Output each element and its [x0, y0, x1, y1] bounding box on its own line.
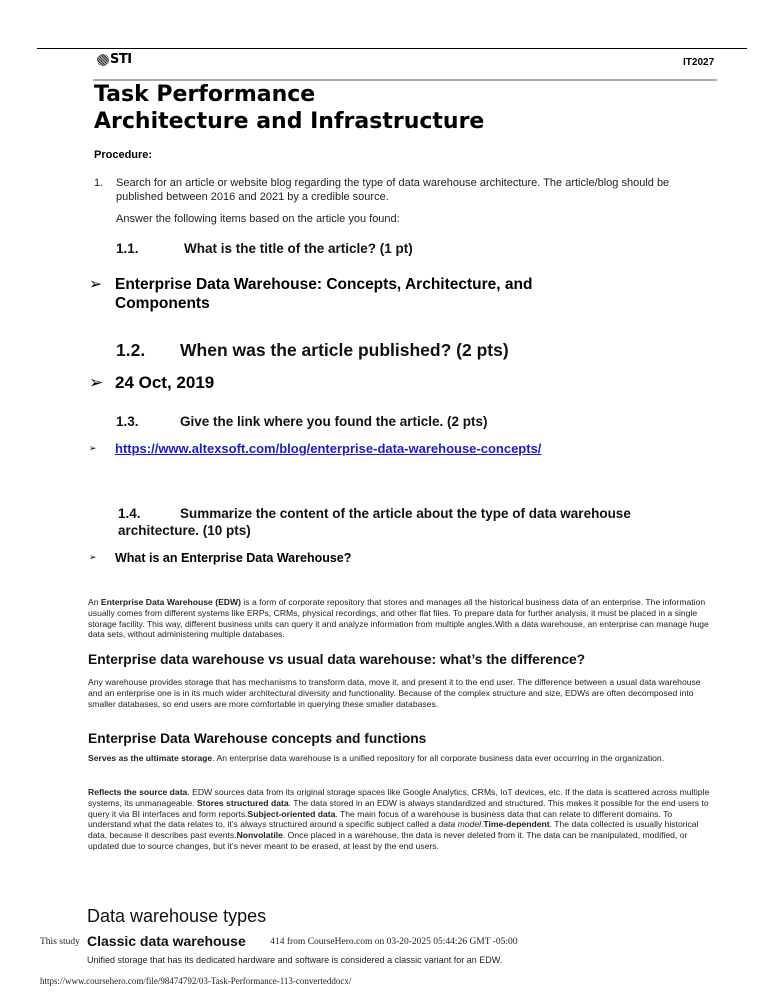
bold-term: Nonvolatile — [236, 830, 283, 841]
edw-intro-paragraph — [88, 597, 713, 640]
text-run: . The data stored in an EDW is always standardized and structured. This makes it possible for the end users to query it via BI interfaces and form reports. — [88, 797, 709, 819]
subheading-text: What is an Enterprise Data Warehouse? — [115, 551, 352, 565]
text-run: . The data collected is usually historical data, because it describes past events. — [88, 819, 699, 841]
title-line-2: Architecture and Infrastructure — [94, 109, 485, 134]
text-run: . EDW sources data from its original storage spaces like Google Analytics, CRMs, IoT devices, etc. If the data is scattered across multiple systems, its unmanageable. — [88, 787, 710, 808]
text-run: . An enterprise data warehouse is a unified repository for all corporate business data ever occurring in the organization. — [212, 753, 665, 763]
bold-term: Reflects the source data — [88, 787, 188, 797]
question-1-3 — [116, 414, 488, 429]
logo-text: STI — [110, 52, 132, 67]
question-text: Summarize the content of the article about the type of data warehouse architecture. (10 pts) — [118, 506, 631, 538]
question-number: 1.3. — [116, 414, 139, 429]
question-1-2 — [116, 340, 509, 361]
arrow-bullet-icon: ➢ — [89, 275, 102, 293]
watermark-prefix: This study — [40, 937, 83, 947]
step-number: 1. — [94, 177, 104, 189]
step-text: Search for an article or website blog regarding the type of data warehouse architecture. The article/blog should be published between 2016 and 2021 by a credible source. — [116, 177, 670, 203]
classic-dw-heading: Classic data warehouse — [87, 933, 246, 949]
edw-term: Enterprise Data Warehouse (EDW) — [100, 597, 241, 607]
text-run: An — [88, 597, 101, 607]
page-top-border — [37, 48, 747, 49]
classic-dw-text: Unified storage that has its dedicated hardware and software is considered a classic variant for an EDW. — [87, 955, 503, 965]
section-heading-concepts: Enterprise Data Warehouse concepts and functions — [88, 731, 427, 746]
globe-icon — [97, 54, 109, 66]
text-run: is a form of corporate repository that stores and manages all the historical business data of an enterprise. The information usually comes from different systems like ERPs, CRMs, physical recordings, and other flat files. To prepare data for further analysis, it must be placed in a single storage facility. This way, different business units can query it and analyze information from multiple angles.With a data warehouse, an enterprise can manage huge data sets, without administering multiple databases. — [88, 597, 709, 640]
title-line-1: Task Performance — [94, 82, 316, 107]
question-1-1 — [116, 241, 413, 256]
page-title — [94, 81, 484, 135]
section-heading-difference: Enterprise data warehouse vs usual data warehouse: what’s the difference? — [88, 652, 586, 667]
text-run: . — [481, 819, 484, 830]
difference-paragraph: Any warehouse provides storage that has mechanisms to transform data, move it, and present it to the end user. The difference between a usual data warehouse and an enterprise one is in its much wider architectural diversity and functionality. Because of the complex structure and size, EDWs are often decomposed into smaller databases, so end users are more comfortable in querying these smaller databases. — [88, 677, 701, 709]
source-url: https://www.coursehero.com/file/98474792/03-Task-Performance-113-converteddocx/ — [40, 976, 352, 986]
text-run: . The main focus of a warehouse is business data that can relate to different domains. To understand what the data relates to, it’s always structured around a specific subject called a — [88, 808, 673, 830]
watermark-suffix: 414 from CourseHero.com on 03-20-2025 05:44:26 GMT -05:00 — [270, 937, 518, 947]
bold-term: Serves as the ultimate storage — [88, 753, 213, 763]
ultimate-storage-paragraph — [88, 753, 713, 764]
answer-intro: Answer the following items based on the article you found: — [116, 213, 400, 225]
arrow-bullet-icon: ➢ — [89, 443, 97, 454]
answer-published-date — [89, 373, 214, 393]
question-text: Give the link where you found the article. (2 pts) — [180, 414, 488, 429]
article-title-text: Enterprise Data Warehouse: Concepts, Architecture, and Components — [115, 276, 533, 312]
question-text: When was the article published? (2 pts) — [180, 340, 509, 360]
sti-logo — [97, 52, 132, 67]
question-text: What is the title of the article? (1 pt) — [184, 241, 413, 256]
course-code: IT2027 — [683, 57, 715, 68]
bold-term: Time-dependent — [483, 819, 550, 830]
answer-article-title — [89, 275, 609, 313]
arrow-bullet-icon: ➢ — [89, 553, 97, 563]
summary-subheading — [89, 551, 351, 565]
procedure-label: Procedure: — [94, 149, 153, 161]
section-heading-types: Data warehouse types — [87, 906, 267, 926]
article-link[interactable]: https://www.altexsoft.com/blog/enterprise-data-warehouse-concepts/ — [115, 441, 542, 456]
text-run: . Once placed in a warehouse, the data is never deleted from it. The data can be manipulated, modified, or updated due to source changes, but it’s never meant to be erased, at least by the end users. — [88, 830, 688, 851]
procedure-step — [94, 176, 674, 204]
question-number: 1.4. — [118, 506, 141, 521]
bold-term: Stores structured data — [196, 797, 289, 808]
italic-term: data model — [438, 819, 482, 830]
published-date-text: 24 Oct, 2019 — [115, 373, 215, 392]
bold-term: Subject-oriented data — [247, 808, 336, 819]
arrow-bullet-icon: ➢ — [89, 373, 104, 393]
question-number: 1.2. — [116, 340, 146, 360]
answer-link — [89, 441, 541, 456]
concepts-paragraph — [88, 787, 713, 852]
question-1-4 — [118, 505, 708, 539]
question-number: 1.1. — [116, 241, 139, 256]
